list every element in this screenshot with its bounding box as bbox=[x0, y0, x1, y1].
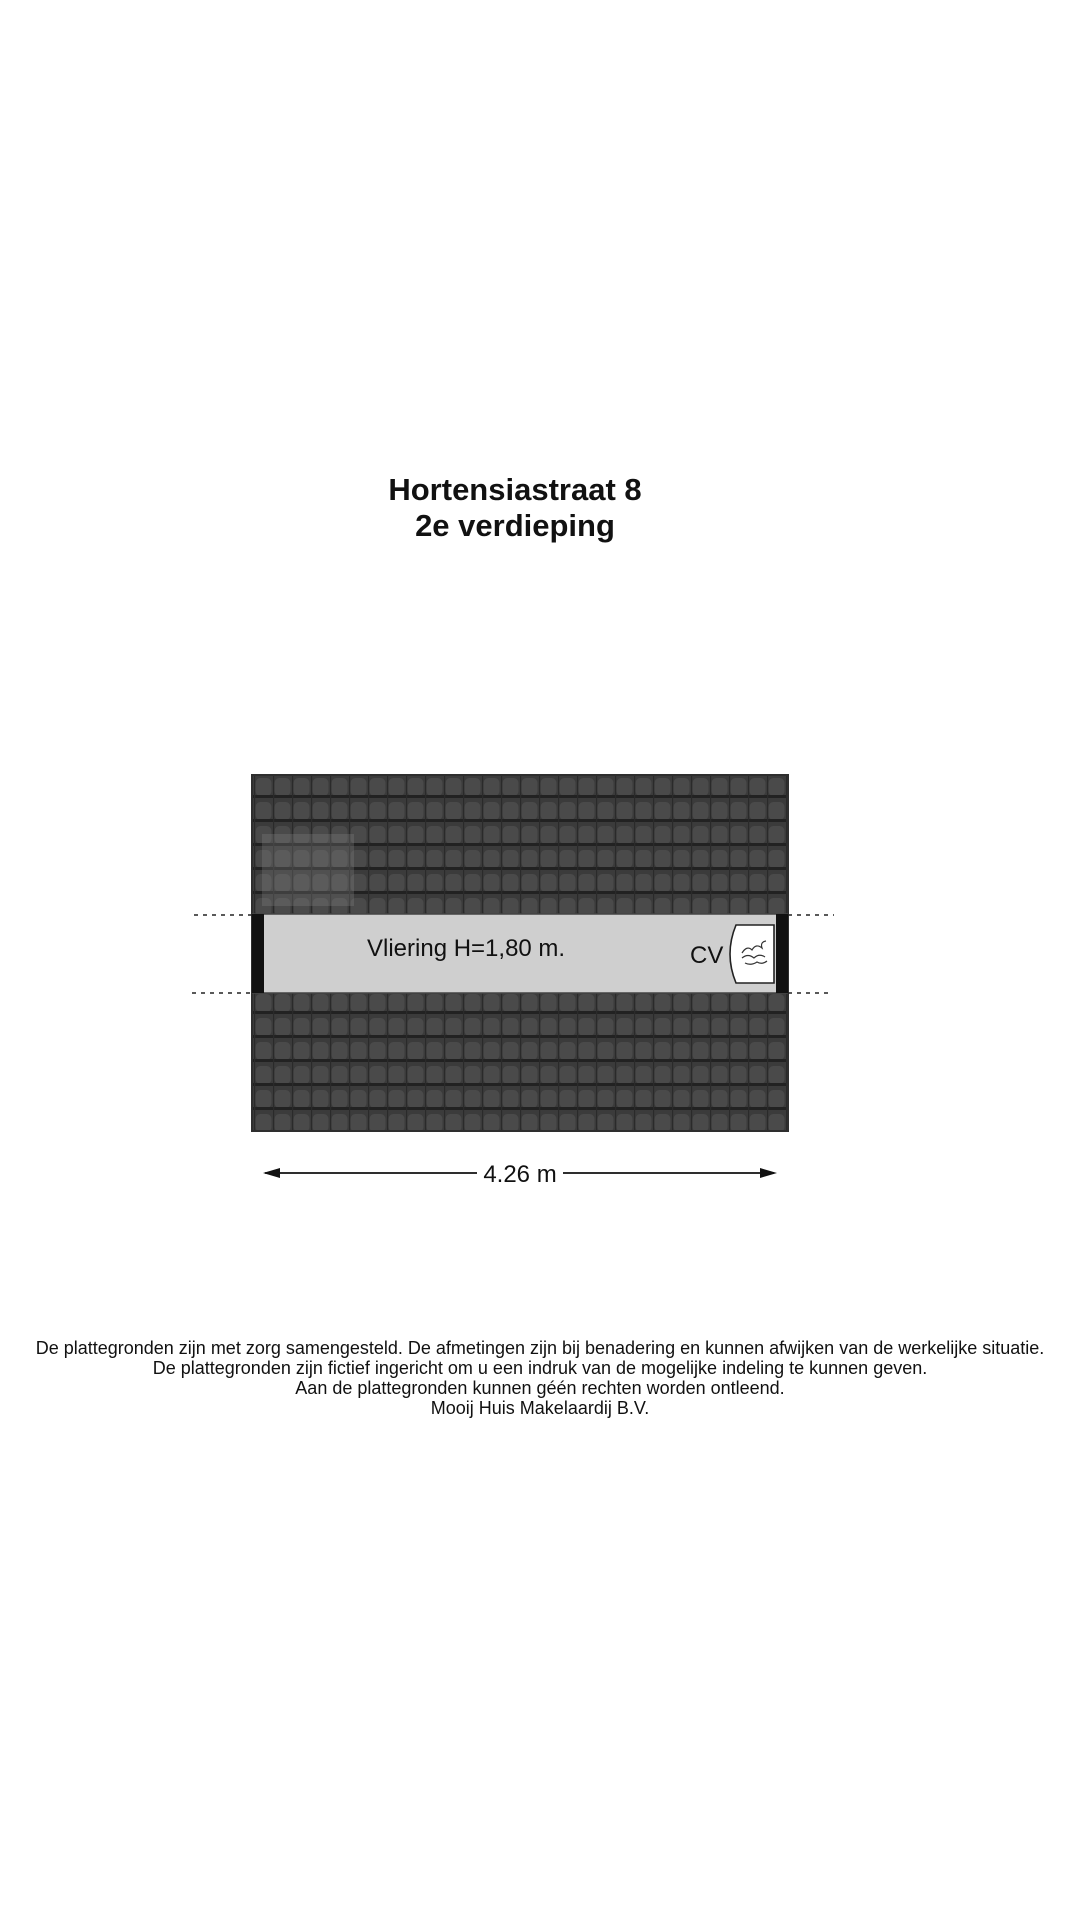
boiler-label: CV bbox=[690, 942, 724, 969]
width-dimension: 4.26 m bbox=[483, 1161, 557, 1188]
floor-title: 2e verdieping bbox=[415, 508, 615, 543]
arrow-left-icon bbox=[263, 1168, 280, 1178]
arrow-right-icon bbox=[760, 1168, 777, 1178]
roof-lower bbox=[252, 993, 788, 1131]
disclaimer-line: Aan de plattegronden kunnen géén rechten worden ontleend. bbox=[295, 1378, 785, 1398]
roof-window bbox=[262, 834, 354, 906]
disclaimer bbox=[0, 1338, 1080, 1418]
address-title: Hortensiastraat 8 bbox=[388, 472, 642, 507]
wall-left bbox=[252, 914, 264, 993]
boiler-icon bbox=[730, 925, 774, 983]
wall-right bbox=[776, 914, 788, 993]
room-label: Vliering H=1,80 m. bbox=[367, 935, 566, 962]
company-name: Mooij Huis Makelaardij B.V. bbox=[430, 1398, 650, 1418]
disclaimer-line: De plattegronden zijn met zorg samengesteld. De afmetingen zijn bij benadering en kunnen afwijken van de werkelijke situatie. bbox=[35, 1338, 1045, 1358]
disclaimer-line: De plattegronden zijn fictief ingericht om u een indruk van de mogelijke indeling te kunnen geven. bbox=[152, 1358, 928, 1378]
